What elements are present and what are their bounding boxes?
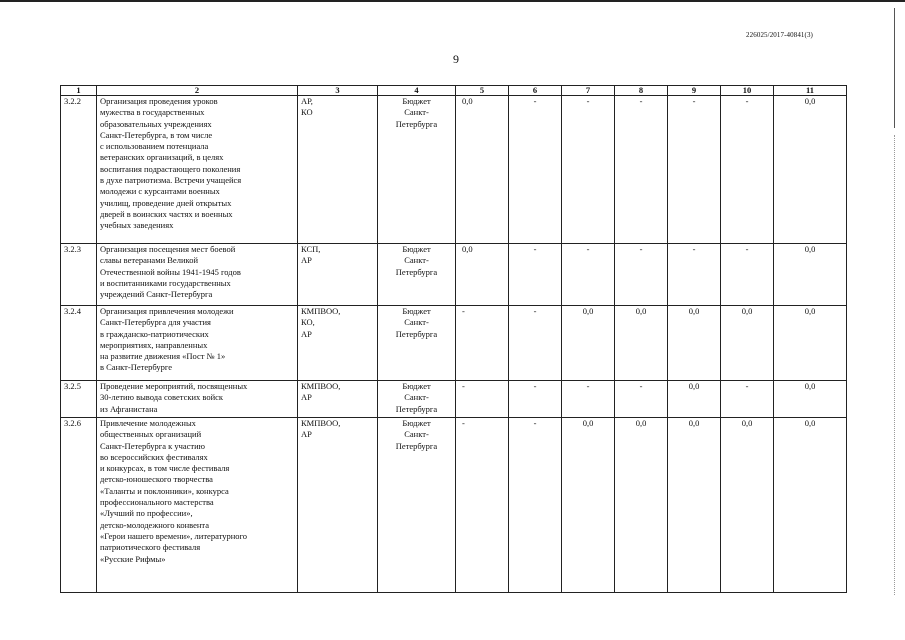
row-value: 0,0 bbox=[774, 418, 847, 593]
row-value: - bbox=[721, 381, 774, 418]
row-value: 0,0 bbox=[774, 381, 847, 418]
row-value: - bbox=[509, 244, 562, 306]
row-value: 0,0 bbox=[721, 418, 774, 593]
row-funding-source: Бюджет Санкт- Петербурга bbox=[378, 306, 456, 381]
row-value: 0,0 bbox=[562, 418, 615, 593]
row-funding-source: Бюджет Санкт- Петербурга bbox=[378, 418, 456, 593]
column-header: 10 bbox=[721, 86, 774, 96]
column-header: 4 bbox=[378, 86, 456, 96]
row-description: Организация проведения уроков мужества в государственных образовательных учреждениях Санкт-Петербурга, в том числе с использованием потенциала ветеранских организаций, в целях воспитания подрастающего поколения в духе патриотизма. Встречи учащейся молодежи с курсантами военных училищ, проведение дней открытых дверей в воинских частях и военных учебных заведениях bbox=[97, 96, 298, 244]
row-number: 3.2.6 bbox=[61, 418, 97, 593]
row-value: - bbox=[509, 381, 562, 418]
row-value: 0,0 bbox=[562, 306, 615, 381]
column-header: 8 bbox=[615, 86, 668, 96]
table-row bbox=[61, 306, 847, 381]
column-header: 9 bbox=[668, 86, 721, 96]
row-value: - bbox=[509, 306, 562, 381]
row-executors: КСП, АР bbox=[298, 244, 378, 306]
row-value: - bbox=[562, 96, 615, 244]
row-value: - bbox=[615, 244, 668, 306]
row-value: - bbox=[721, 96, 774, 244]
column-header: 7 bbox=[562, 86, 615, 96]
page-number: 9 bbox=[453, 52, 459, 66]
row-description: Привлечение молодежных общественных организаций Санкт-Петербурга к участию во всероссийских фестивалях и конкурсах, в том числе фестиваля детско-юношеского творчества «Таланты и поклонники», конкурса профессионального мастерства «Лучший по профессии», детско-молодежного конвента «Герои нашего времени», литературного патриотического фестиваля «Русские Рифмы» bbox=[97, 418, 298, 593]
row-value: 0,0 bbox=[668, 306, 721, 381]
row-number: 3.2.2 bbox=[61, 96, 97, 244]
column-header: 2 bbox=[97, 86, 298, 96]
row-number: 3.2.4 bbox=[61, 306, 97, 381]
row-executors: КМПВОО, АР bbox=[298, 381, 378, 418]
table-row bbox=[61, 418, 847, 593]
column-header: 11 bbox=[774, 86, 847, 96]
row-value: - bbox=[721, 244, 774, 306]
row-value: - bbox=[456, 418, 509, 593]
row-value: - bbox=[668, 244, 721, 306]
row-funding-source: Бюджет Санкт- Петербурга bbox=[378, 96, 456, 244]
row-number: 3.2.5 bbox=[61, 381, 97, 418]
row-value: 0,0 bbox=[668, 381, 721, 418]
column-header: 3 bbox=[298, 86, 378, 96]
row-funding-source: Бюджет Санкт- Петербурга bbox=[378, 244, 456, 306]
row-value: 0,0 bbox=[615, 306, 668, 381]
row-value: 0,0 bbox=[721, 306, 774, 381]
document-number: 226025/2017-40841(3) bbox=[746, 31, 813, 39]
column-header: 6 bbox=[509, 86, 562, 96]
row-value: - bbox=[615, 96, 668, 244]
program-table bbox=[60, 85, 847, 593]
row-value: 0,0 bbox=[615, 418, 668, 593]
row-value: - bbox=[456, 381, 509, 418]
row-value: 0,0 bbox=[456, 244, 509, 306]
row-value: - bbox=[509, 418, 562, 593]
row-value: - bbox=[615, 381, 668, 418]
row-value: 0,0 bbox=[668, 418, 721, 593]
column-header: 1 bbox=[61, 86, 97, 96]
right-margin-line bbox=[894, 8, 895, 128]
table-row bbox=[61, 96, 847, 244]
row-value: - bbox=[562, 244, 615, 306]
table-row bbox=[61, 244, 847, 306]
row-value: 0,0 bbox=[774, 306, 847, 381]
row-executors: АР, КО bbox=[298, 96, 378, 244]
row-funding-source: Бюджет Санкт- Петербурга bbox=[378, 381, 456, 418]
table-header-row bbox=[61, 86, 847, 96]
row-description: Организация посещения мест боевой славы ветеранами Великой Отечественной войны 1941-1945 годов и воспитанниками государственных учреждений Санкт-Петербурга bbox=[97, 244, 298, 306]
row-value: 0,0 bbox=[456, 96, 509, 244]
row-value: 0,0 bbox=[774, 96, 847, 244]
row-value: 0,0 bbox=[774, 244, 847, 306]
row-description: Проведение мероприятий, посвященных 30-летию вывода советских войск из Афганистана bbox=[97, 381, 298, 418]
row-value: - bbox=[509, 96, 562, 244]
right-margin-dots bbox=[894, 135, 895, 595]
column-header: 5 bbox=[456, 86, 509, 96]
row-description: Организация привлечения молодежи Санкт-Петербурга для участия в гражданско-патриотических мероприятиях, направленных на развитие движения «Пост № 1» в Санкт-Петербурге bbox=[97, 306, 298, 381]
table-row bbox=[61, 381, 847, 418]
row-executors: КМПВОО, АР bbox=[298, 418, 378, 593]
top-border-line bbox=[0, 0, 905, 2]
row-value: - bbox=[456, 306, 509, 381]
row-number: 3.2.3 bbox=[61, 244, 97, 306]
row-value: - bbox=[668, 96, 721, 244]
row-executors: КМПВОО, КО, АР bbox=[298, 306, 378, 381]
row-value: - bbox=[562, 381, 615, 418]
